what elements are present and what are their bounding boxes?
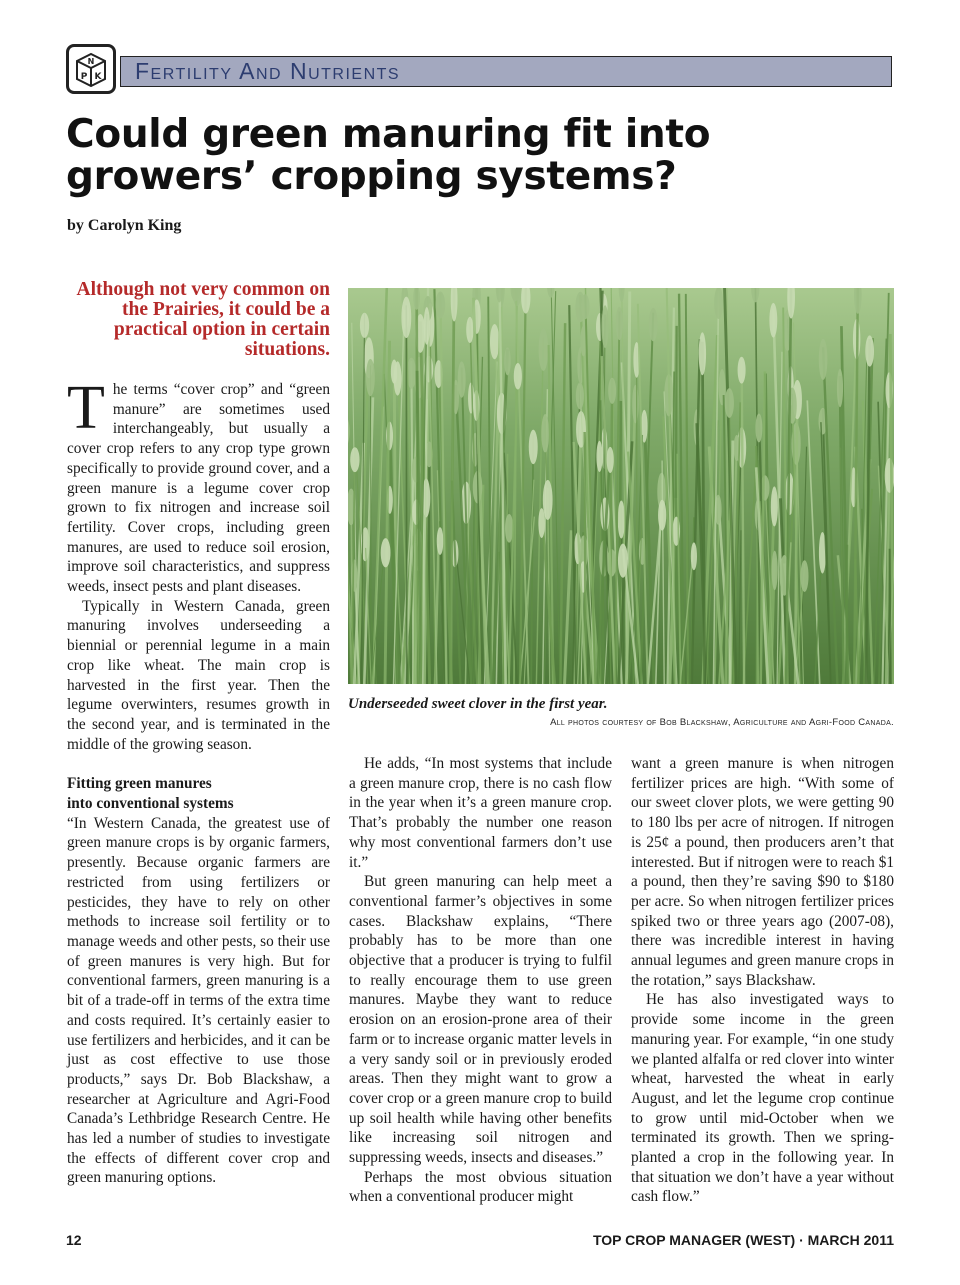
logo-letter-p: P [80,72,88,82]
paragraph [67,374,330,597]
photo-caption: Underseeded sweet clover in the first year. [348,696,608,712]
section-bar [120,56,892,87]
article-deck: Although not very common on the Prairies, it could be a practical option in certain situations. [76,279,330,360]
column-1 [67,374,330,1188]
page-number: 12 [66,1232,82,1248]
photo-credit: All photos courtesy of Bob Blackshaw, Agriculture and Agri-Food Canada. [550,717,894,728]
logo-letter-n: N [87,57,95,66]
paragraph: He adds, “In most systems that include a green manure crop, there is no cash flow in the year when it’s a green manure crop. That’s probably the number one reason why most conventional farmers don’t use it.” [349,755,612,871]
byline: by Carolyn King [67,217,182,234]
npk-logo-icon [66,44,116,94]
paragraph: want a green manure is when nitrogen fertilizer prices are high. “With some of our sweet clover plots, we were getting 90 to 180 lbs per acre of nitrogen. If nitrogen is 25¢ a pound, then producers aren’t that interested. But if nitrogen were to reach $1 a pound, then they’re saving $90 to $180 per acre. So when nitrogen fertilizer prices spiked two or three years ago (2007-08), there was incredible interest in having annual legumes and green manure crops in the rotation,” says Blackshaw. [631,755,894,989]
paragraph: “In Western Canada, the greatest use of green manure crops is by organic farmers, presently. Because organic farmers are restricted from using fertilizers or pesticides, they have to rely on other methods to increase soil fertility or to manage weeds and other pests, so their use of green manures is very high. But for conventional farmers, green manuring is a bit of a trade-off in terms of the extra time and costs required. It’s certainly easier to use fertilizers and herbicides, and it can be just as cost effective to use those products,” says Dr. Bob Blackshaw, a researcher at Agriculture and Agri-Food Canada’s Lethbridge Research Centre. He has led a number of studies to investigate the effects of different cover crop and green manuring options. [67,814,330,1187]
paragraph: Perhaps the most obvious situation when a conventional producer might [349,1168,612,1206]
subheading-line-2: into conventional systems [67,795,234,813]
article-photo [348,288,894,684]
publication-footer: TOP CROP MANAGER (WEST) · MARCH 2011 [592,1232,894,1248]
drop-cap: T [67,374,105,442]
paragraph-text: he terms “cover crop” and “green manure” are sometimes used interchangeably, but usually a cover crop refers to any crop type grown specifically to provide ground cover, and a green manure is a legume cover crop grown to fix nitrogen and increase soil fertility. Cover crops, including green manures, are used to reduce soil erosion, improve soil characteristics, and suppress weeds, insect pests and plant diseases. [67,381,330,596]
article-headline: Could green manuring fit into growers’ cropping systems? [66,112,711,199]
paragraph: But green manuring can help meet a conventional farmer’s objectives in some cases. Blackshaw explains, “There probably has to be more than one objective that a producer is trying to fulfil to really encourage them to use green manures. Maybe they want to reduce erosion on an erosion-prone area of their farm or to increase organic matter levels in a very sandy soil or in previously eroded areas. Then they might want to grow a cover crop or a green manure crop to build up soil health while having other benefits like increasing soil nitrogen and suppressing weeds, insects and diseases.” [349,873,612,1167]
column-3 [631,754,894,1207]
spacer [67,754,330,774]
paragraph: Typically in Western Canada, green manuring involves underseeding a biennial or perennial legume in a main crop like wheat. The main crop is harvested in the first year. Then the legume overwinters, resumes growth in the second year, and is terminated in the middle of the growing season. [67,597,330,753]
logo-letter-k: K [94,72,102,82]
subheading-line-1: Fitting green manures [67,775,212,793]
column-2 [349,754,612,1207]
paragraph: He has also investigated ways to provide some income in the green manuring year. For example, “in one study we planted alfalfa or red clover into winter wheat, harvested the wheat in early August, and let the legume crop continue to grow until mid-October when we terminated its growth. Then we spring-planted a crop in the following year. In that situation we don’t have a year without cash flow.” [631,991,894,1206]
section-title: Fertility And Nutrients [135,58,401,84]
subheading [67,774,330,813]
wheat-field-image [348,288,894,684]
